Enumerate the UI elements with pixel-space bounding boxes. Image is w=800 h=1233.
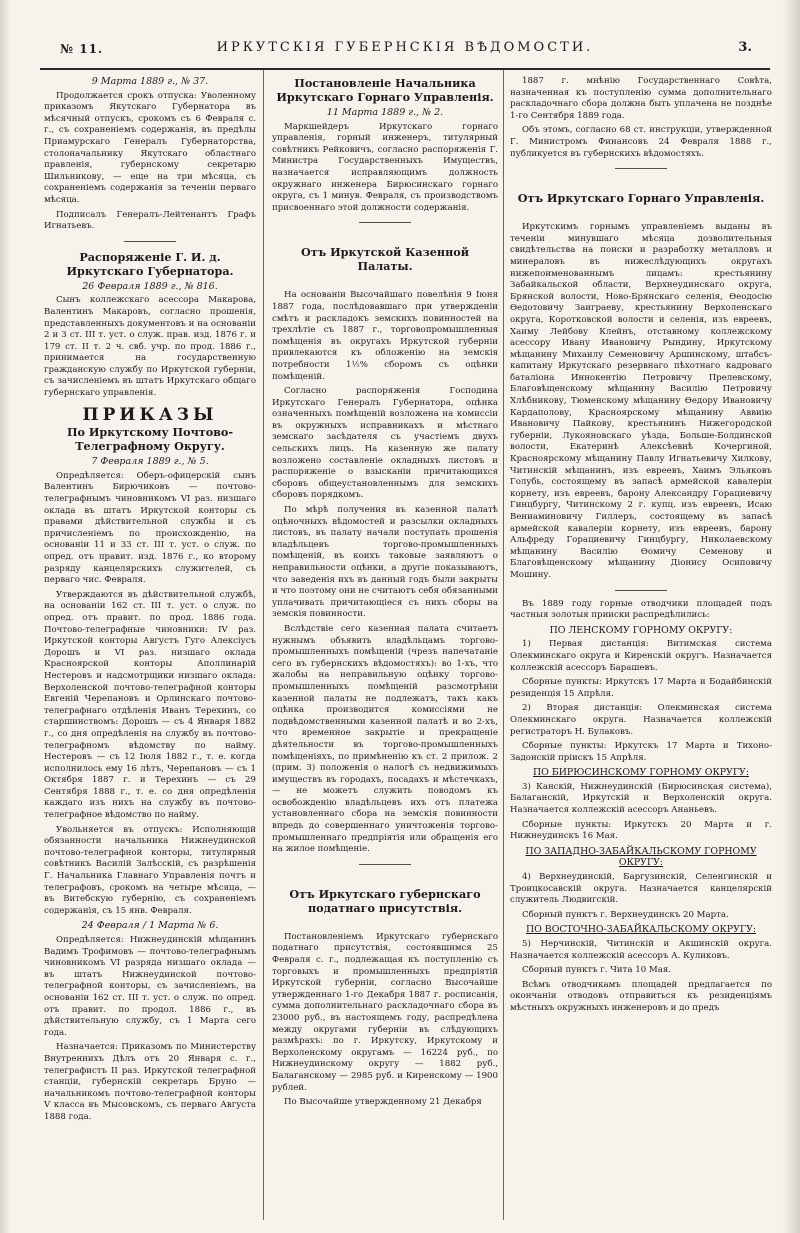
paragraph: Сборный пунктъ г. Чита 10 Мая.	[522, 965, 671, 976]
paragraph: Продолжается срокъ отпуска: Уволенному приказомъ Якутскаго Губернатора въ мѣсячный отпускъ, срокомъ съ 6 Февраля с. г., съ сохраненiемъ содержанія, въ предѣлы Приамурскаго Генералъ Губернаторства, столоначальнику Якутскаго областнаго правленія, губернскому секретарю Шильникову, — еще на три мѣсяца, съ сохраненіемъ содержанія за теченіи перваго мѣсяца.	[44, 90, 256, 205]
separator	[359, 222, 411, 223]
paragraph: По Высочайше утвержденному 21 Декабря	[284, 1097, 482, 1108]
order-date: 11 Марта 1889 г., № 2.	[326, 107, 444, 118]
paragraph: 1887 г. мнѣнію Государственнаго Совѣта, назначенная къ поступленію сумма дополнительнаго раскладочнаго сбора должна быть уплачена не позднѣе 1-го Сентября 1889 года.	[510, 76, 772, 121]
section-heading-prikazy: ПРИКАЗЫ	[82, 404, 218, 425]
paragraph: 1) Первая дистанція: Витимская система Олекминскаго округа и Киренскій округъ. Назначается коллежскій асессоръ Барашевъ.	[510, 639, 772, 673]
section-title: Распоряженіе Г. И. д. Иркутскаго Губернатора.	[66, 249, 234, 278]
paragraph: По мѣрѣ получения въ казенной палатѣ оцѣночныхъ вѣдомостей и разсылки окладныхъ листовъ, въ палату начали поступать прошенія владѣльцевъ торгово-промышленныхъ помѣщеній, въ коихъ таковые заявляютъ о неправильности оцѣнки, а другіе показываютъ, что заведенія ихъ въ данный годъ были закрыты и что поэтому они не считаютъ себя обязанными уплачивать причитающіеся съ нихъ сборы на земскія повинности.	[272, 505, 498, 620]
column-2	[272, 76, 498, 1112]
section-title: Отъ Иркутскаго Горнаго Управленія.	[517, 191, 765, 206]
spacer	[272, 873, 498, 887]
paragraph: 5) Нерчинскій, Читинскій и Акшинскій округа. Назначается коллежскій асессоръ А. Куликовъ.	[510, 939, 772, 961]
paragraph: Сборные пункты: Иркутскъ 17 Марта и Бодайбинскій резиденція 15 Апрѣля.	[510, 677, 772, 699]
newspaper-title: ИРКУТСКІЯ ГУБЕРНСКІЯ ВѢДОМОСТИ.	[216, 40, 594, 55]
paragraph: Въ 1889 году горные отводчики площадей подъ частныя золотыя прииски распредѣлились:	[510, 598, 772, 621]
paragraph: Опредѣляется: Нижнеудинскій мѣщанинъ Вадимъ Трофимовъ — почтово-телеграфнымъ чиновникомъ VI разряда низшаго оклада — въ штатъ Нижнеудинской почтово-телеграфной конторы, съ зачисленіемъ, на основаніи 162 ст. III т. уст. о служ. по опред. отъ правит. по продол. 1886 г., въ дѣйствительную службу, съ 1 Марта сего года.	[44, 935, 256, 1038]
paragraph: Маркшейдеръ Иркутскаго горнаго управленія, горный инженеръ, титулярный совѣтникъ Рейковичъ, согласно распоряженія Г. Министра Государственныхъ Имуществъ, назначается исправляющимъ должность окружнаго инженера Бирюсинскаго горнаго округа, съ 1 минув. Февраля, съ производствомъ присвоеннаго этой должности содержанія.	[272, 121, 498, 213]
paragraph: На основаніи Высочайшаго повелѣнія 9 Іюня 1887 года, послѣдовавшаго при утвержденіи смѣтъ и раскладокъ земскихъ повинностей на трехлѣтіе съ 1887 г., торговопромышленныя помѣщенія въ округахъ Иркутской губерніи привлекаются къ обложенію на земскія потребности 1½% сборомъ съ оцѣнки помѣщеній.	[272, 290, 498, 382]
page-number: 3.	[738, 40, 752, 55]
district-heading: ПО ВОСТОЧНО-ЗАБАЙКАЛЬСКОМУ ОКРУГУ:	[525, 924, 757, 936]
order-date: 9 Марта 1889 г., № 37.	[91, 76, 209, 87]
page-edge-shadow-right	[782, 0, 800, 1233]
section-title: Постановленіе Начальника Иркутскаго Горнаго Управленія.	[276, 76, 494, 104]
order-date: 24 Февраля / 1 Марта № 6.	[81, 920, 219, 932]
paragraph: Назначается: Приказомъ по Министерству Внутреннихъ Дѣлъ отъ 20 Января с. г., телеграфистъ II раз. Иркутской телеграфной станціи, губернскій секретарь Бруно — начальникомъ почтово-телеграфной конторы V класса въ Мысовскомъ, съ перваго Августа 1888 года.	[44, 1042, 256, 1122]
issue-number: № 11.	[60, 42, 104, 56]
separator	[615, 168, 667, 169]
separator	[124, 241, 176, 242]
column-divider-1	[263, 70, 264, 1220]
section-title: Отъ Иркутской Казенной Палаты.	[300, 245, 470, 274]
paragraph: Сынъ коллежскаго асессора Макарова, Валентинъ Макаровъ, согласно прошенія, представленныхъ документовъ и на основаніи 2 и 3 ст. III т. уст. о служ. прав. изд. 1876 г. и 179 ст. II т. 2 ч. свб. учр. по прод. 1886 г., принимается на государственную гражданскую службу по Иркутской губерніи, съ зачисленіемъ въ штатъ Иркутскаго общаго губернскаго управленія.	[44, 295, 256, 399]
signature-line: Подписалъ Генералъ-Лейтенантъ Графъ Игнатьевъ.	[44, 209, 256, 232]
paragraph: Утверждаются въ дѣйствительной службѣ, на основаніи 162 ст. III т. уст. о служ. по опред. отъ правит. по прод. 1886 года. Почтово-телеграфные чиновники: IV раз. Иркутской конторы Августъ Гуго Алексiусъ Дорошъ и VI раз. низшаго оклада Красноярской конторы Аполлинарій Нестеровъ и надсмотрщики низшаго оклада: Верхоленской почтово-телеграфной конторы Евгеній Черепановъ и Орлинскаго почтово-телеграфнаго отдѣленія Иванъ Терехинъ, со старшинствомъ: Дорошъ — съ 4 Января 1882 г., со дня опредѣленія на службу въ почтово-телеграфномъ вѣдомству по найму. Нестеровъ — съ 12 Іюля 1882 г., т. е. когда исполнилось ему 16 лѣтъ, Черепановъ — съ 1 Октября 1887 г. и Терехинъ — съ 29 Сентября 1888 г., т. е. со дня опредѣленія каждаго изъ нихъ на службу въ почтово-телеграфное вѣдомство по найму.	[44, 589, 256, 821]
section-title: По Иркутскому Почтово-Телеграфному Округу.	[66, 425, 234, 454]
column-divider-2	[503, 70, 504, 1220]
order-date: 7 Февраля 1889 г., № 5.	[91, 456, 209, 468]
district-heading: ПО ЛЕНСКОМУ ГОРНОМУ ОКРУГУ:	[549, 624, 733, 636]
paragraph: Всѣмъ отводчикамъ площадей предлагается по окончаніи отводовъ отправиться къ резиденціямъ мѣстныхъ окружныхъ инженеровъ и до предъ	[510, 979, 772, 1013]
spacer	[510, 208, 772, 222]
header-rule	[40, 68, 770, 70]
spacer	[272, 918, 498, 932]
paragraph: 3) Канскій, Нижнеудинскій (Бирюсинская система), Балаганскій, Иркутскій и Верхоленскій округа. Назначается коллежскій асессоръ Ананьевъ.	[510, 781, 772, 816]
paragraph: Увольняется въ отпускъ: Исполняющій обязанности начальника Нижнеудинской почтово-телеграфной конторы, титулярный совѣтникъ Василій Залѣсскій, съ разрѣшенія Г. Начальника Главнаго Управленія почтъ и телеграфовъ, срокомъ на четыре мѣсяца, — въ Витебскую губернію, съ сохраненіемъ содержанія, съ 15 янв. Февраля.	[44, 824, 256, 916]
page-edge-shadow-left	[0, 0, 10, 1233]
column-1	[44, 76, 256, 1127]
column-3	[510, 76, 772, 1018]
paragraph: Сборный пунктъ г. Верхнеудинскъ 20 Марта.	[522, 909, 729, 920]
paragraph: Согласно распоряженія Господина Иркутскаго Генералъ Губернатора, оцѣнка означенныхъ помѣщеній возложена на комиссіи въ окружныхъ исправникахъ и мѣстнаго земскаго засѣдателя съ участіемъ двухъ сельскихъ лицъ. На казенную же палату возложено составленіе окладныхъ листовъ и распоряженіе о взысканіи причитающихся сборовъ общеустановленнымъ для земскихъ сборовъ порядкомъ.	[272, 386, 498, 501]
section-title: Отъ Иркутскаго губернскаго податнаго присутствія.	[289, 886, 481, 915]
page-header	[50, 34, 760, 62]
paragraph: 2) Вторая дистанція: Олекминская система Олекминскаго округа. Назначается коллежскій регистраторъ Н. Булаковъ.	[510, 703, 772, 737]
paragraph: Сборные пункты: Иркутскъ 17 Марта и Тихоно-Задонскій пріискъ 15 Апрѣля.	[510, 741, 772, 763]
paragraph: Вслѣдствіе сего казенная палата считаетъ нужнымъ объявить владѣльцамъ торгово-промышленныхъ помѣщеній (чрезъ напечатаніе сего въ губернскихъ вѣдомостяхъ): во 1-хъ, что жалобы на неправильную оцѣнку торгово-промышленныхъ помѣщеній разсмотрѣніи казенной палаты не подлежатъ, такъ какъ оцѣнка производится комиссіями не подвѣдомственными казенной палатѣ и во 2-хъ, что временное закрытіе и прекращеніе дѣятельности въ торгово-промышленныхъ помѣщеніяхъ, по примѣненію къ ст. 2 прилож. 2 (прим. 3) положенія о налогѣ съ недвижимыхъ имуществъ въ городахъ, посадахъ и мѣстечкахъ, — не можетъ служить поводомъ къ освобожденію владѣльцевъ ихъ отъ платежа установленнаго сбора на земскія повинности впредь до совершеннаго уничтоженія торгово-промышленнаго предпріятія или обращенія его на жилое помѣщеніе.	[272, 623, 498, 855]
paragraph: Иркутскимъ горнымъ управленіемъ выданы въ теченіи минувшаго мѣсяца дозволительныя свидѣтельства на поиски и разработку металловъ и минераловъ въ нижеслѣдующихъ округахъ нижепоименованнымъ лицамъ: крестьянину Забайкальской области, Верхнеудинскаго округа, Брянской волости, Ново-Брянскаго селенія, Ѳеодосію Ѳедотовичу Заиграеву, крестьянину Верхоленскаго округа, Коротковской волости и селенія, изъ евреевъ, Хаиму Лейбову Клейнъ, отставному коллежскому асессору Ивану Ивановичу Рындину, Иркутскому мѣщанину Михаилу Семеновичу Аршинскому, штабсъ-капитану Иркутскаго резервнаго пѣхотнаго кадроваго баталіона Иннокентію Петровичу Прелевскому, Благовѣщенскому мѣщанину Василію Петровичу Хлѣбникову, Тюменскому мѣщанину Ѳедору Ивановичу Кардаполову, Красноярскому мѣщанину Аввиію Ивановичу Пайкову, крестьянинъ Нижегородской губерніи, Лукояновскаго уѣзда, Больше-Болдинской волости, Екатеринѣ Алексѣевнѣ Кочергиной, Красноярскому мѣщанину Павлу Игнатьевичу Хилкову, Читинскій мѣщанинъ, изъ евреевъ, Хаимъ Эльяковъ Голубь, состоящему въ запасѣ армейской кавалеріи корнету, изъ евреевъ, барону Александру Горациевичу Гинцбургу, Читинскому 2 г. купц. изъ евреевъ, Исаю Вениаминовичу Гиллеръ, состоящему въ запасѣ армейской кавалеріи корнету, изъ евреевъ, барону Альфреду Горациевичу Гинцбургу, Николаевскому мѣщанину Василію Ѳомичу Семенову и Благовѣщенскому мѣщанину Діонису Осиповичу Мошину.	[510, 222, 772, 580]
paragraph: 4) Верхнеудинскій, Баргузинскій, Селенгинскій и Троицкосавскій округа. Назначается канцелярскій служитель Людвигскій.	[510, 872, 772, 906]
separator	[615, 590, 667, 591]
spacer	[272, 276, 498, 290]
spacer	[510, 177, 772, 191]
separator	[359, 864, 411, 865]
paragraph: Объ этомъ, согласно 68 ст. инструкціи, утвержденной Г. Министромъ Финансовъ 24 Февраля 1888 г., публикуется въ губернскихъ вѣдомостяхъ.	[510, 125, 772, 159]
order-date: 26 Февраля 1889 г., № 816.	[82, 280, 218, 292]
spacer	[272, 231, 498, 245]
district-heading: ПО БИРЮСИНСКОМУ ГОРНОМУ ОКРУГУ:	[533, 767, 749, 779]
paragraph: Сборные пункты: Иркутскъ 20 Марта и г. Нижнеудинскъ 16 Мая.	[510, 819, 772, 842]
district-heading: ПО ЗАПАДНО-ЗАБАЙКАЛЬСКОМУ ГОРНОМУ ОКРУГУ:	[525, 845, 757, 869]
paragraph: Постановленіемъ Иркутскаго губернскаго податнаго присутствія, состоявшимся 25 Февраля с. г., подлежащая къ поступленію съ торговыхъ и промышленныхъ предпріятій Иркутской губерніи, согласно Высочайше утвержденнаго 1-го Декабря 1887 г. росписанія, сумма дополнительнаго раскладочнаго сбора въ 23000 руб., въ настоящемъ году, распредѣлена между округами губерніи въ слѣдующихъ размѣрахъ: по г. Иркутску, Иркутскому и Верхоленскому округамъ — 16224 руб., по Нижнеудинскому округу — 1882 руб., Балаганскому — 2985 руб. и Киренскому — 1900 рублей.	[272, 931, 498, 1093]
paragraph: Опредѣляется: Оберъ-офицерскій сынъ Валентинъ Бирючиковъ — почтово-телеграфнымъ чиновникомъ VI раз. низшаго оклада въ штатъ Иркутской конторы съ правами дѣйствительной службы и съ причисленіемъ по происхожденію, на основаніи 11 и 33 ст. III т. уст. о служ. по опред. отъ правит. изд. 1876 г., ко второму разряду канцелярскихъ служителей, съ перваго чис. Февраля.	[44, 470, 256, 586]
